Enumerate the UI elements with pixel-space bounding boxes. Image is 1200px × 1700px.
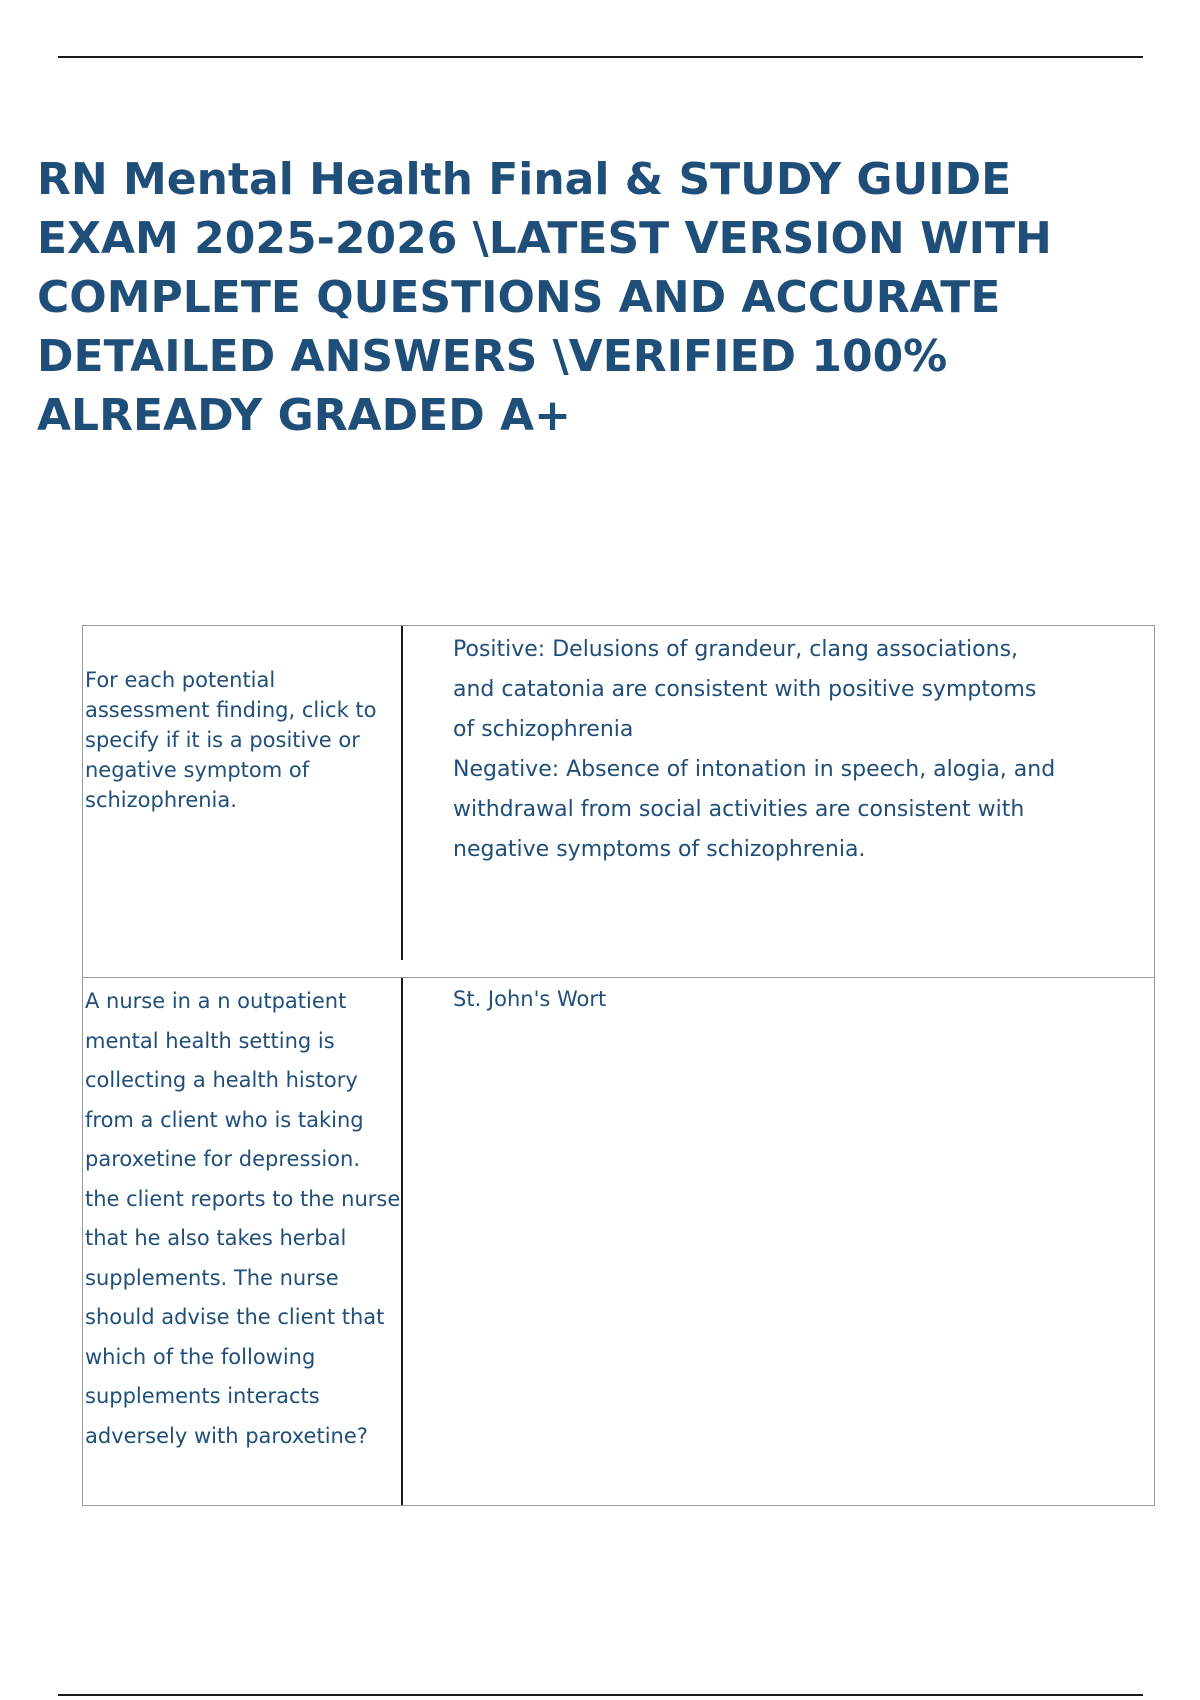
answer-line: and catatonia are consistent with positive symptoms	[453, 677, 1037, 702]
answer-line: negative symptoms of schizophrenia.	[453, 837, 866, 862]
question-cell: For each potential assessment finding, click to specify if it is a positive or negative symptom of schizophrenia.	[83, 626, 403, 960]
qa-table	[82, 625, 1155, 1506]
answer-line: Positive: Delusions of grandeur, clang associations,	[453, 637, 1019, 662]
answer-line: Negative: Absence of intonation in speech, alogia, and	[453, 757, 1056, 782]
answer-cell	[403, 626, 1154, 977]
footer-rule	[58, 1694, 1143, 1696]
answer-cell: St. John's Wort	[453, 987, 607, 1011]
table-row	[83, 977, 1154, 1505]
header-rule	[58, 56, 1143, 58]
answer-line: of schizophrenia	[453, 717, 634, 742]
table-row	[83, 626, 1154, 977]
question-cell: A nurse in a n outpatient mental health setting is collecting a health history from a client who is taking paroxetine for depression. the client reports to the nurse that he also takes herbal supplements. The nurse should advise the client that which of the following supplements interacts adversely with paroxetine?	[83, 978, 403, 1505]
document-title: RN Mental Health Final & STUDY GUIDE EXAM 2025-2026 \LATEST VERSION WITH COMPLETE QUESTIONS AND ACCURATE DETAILED ANSWERS \VERIFIED 100% ALREADY GRADED A+	[37, 154, 1052, 441]
answer-line: withdrawal from social activities are consistent with	[453, 797, 1025, 822]
